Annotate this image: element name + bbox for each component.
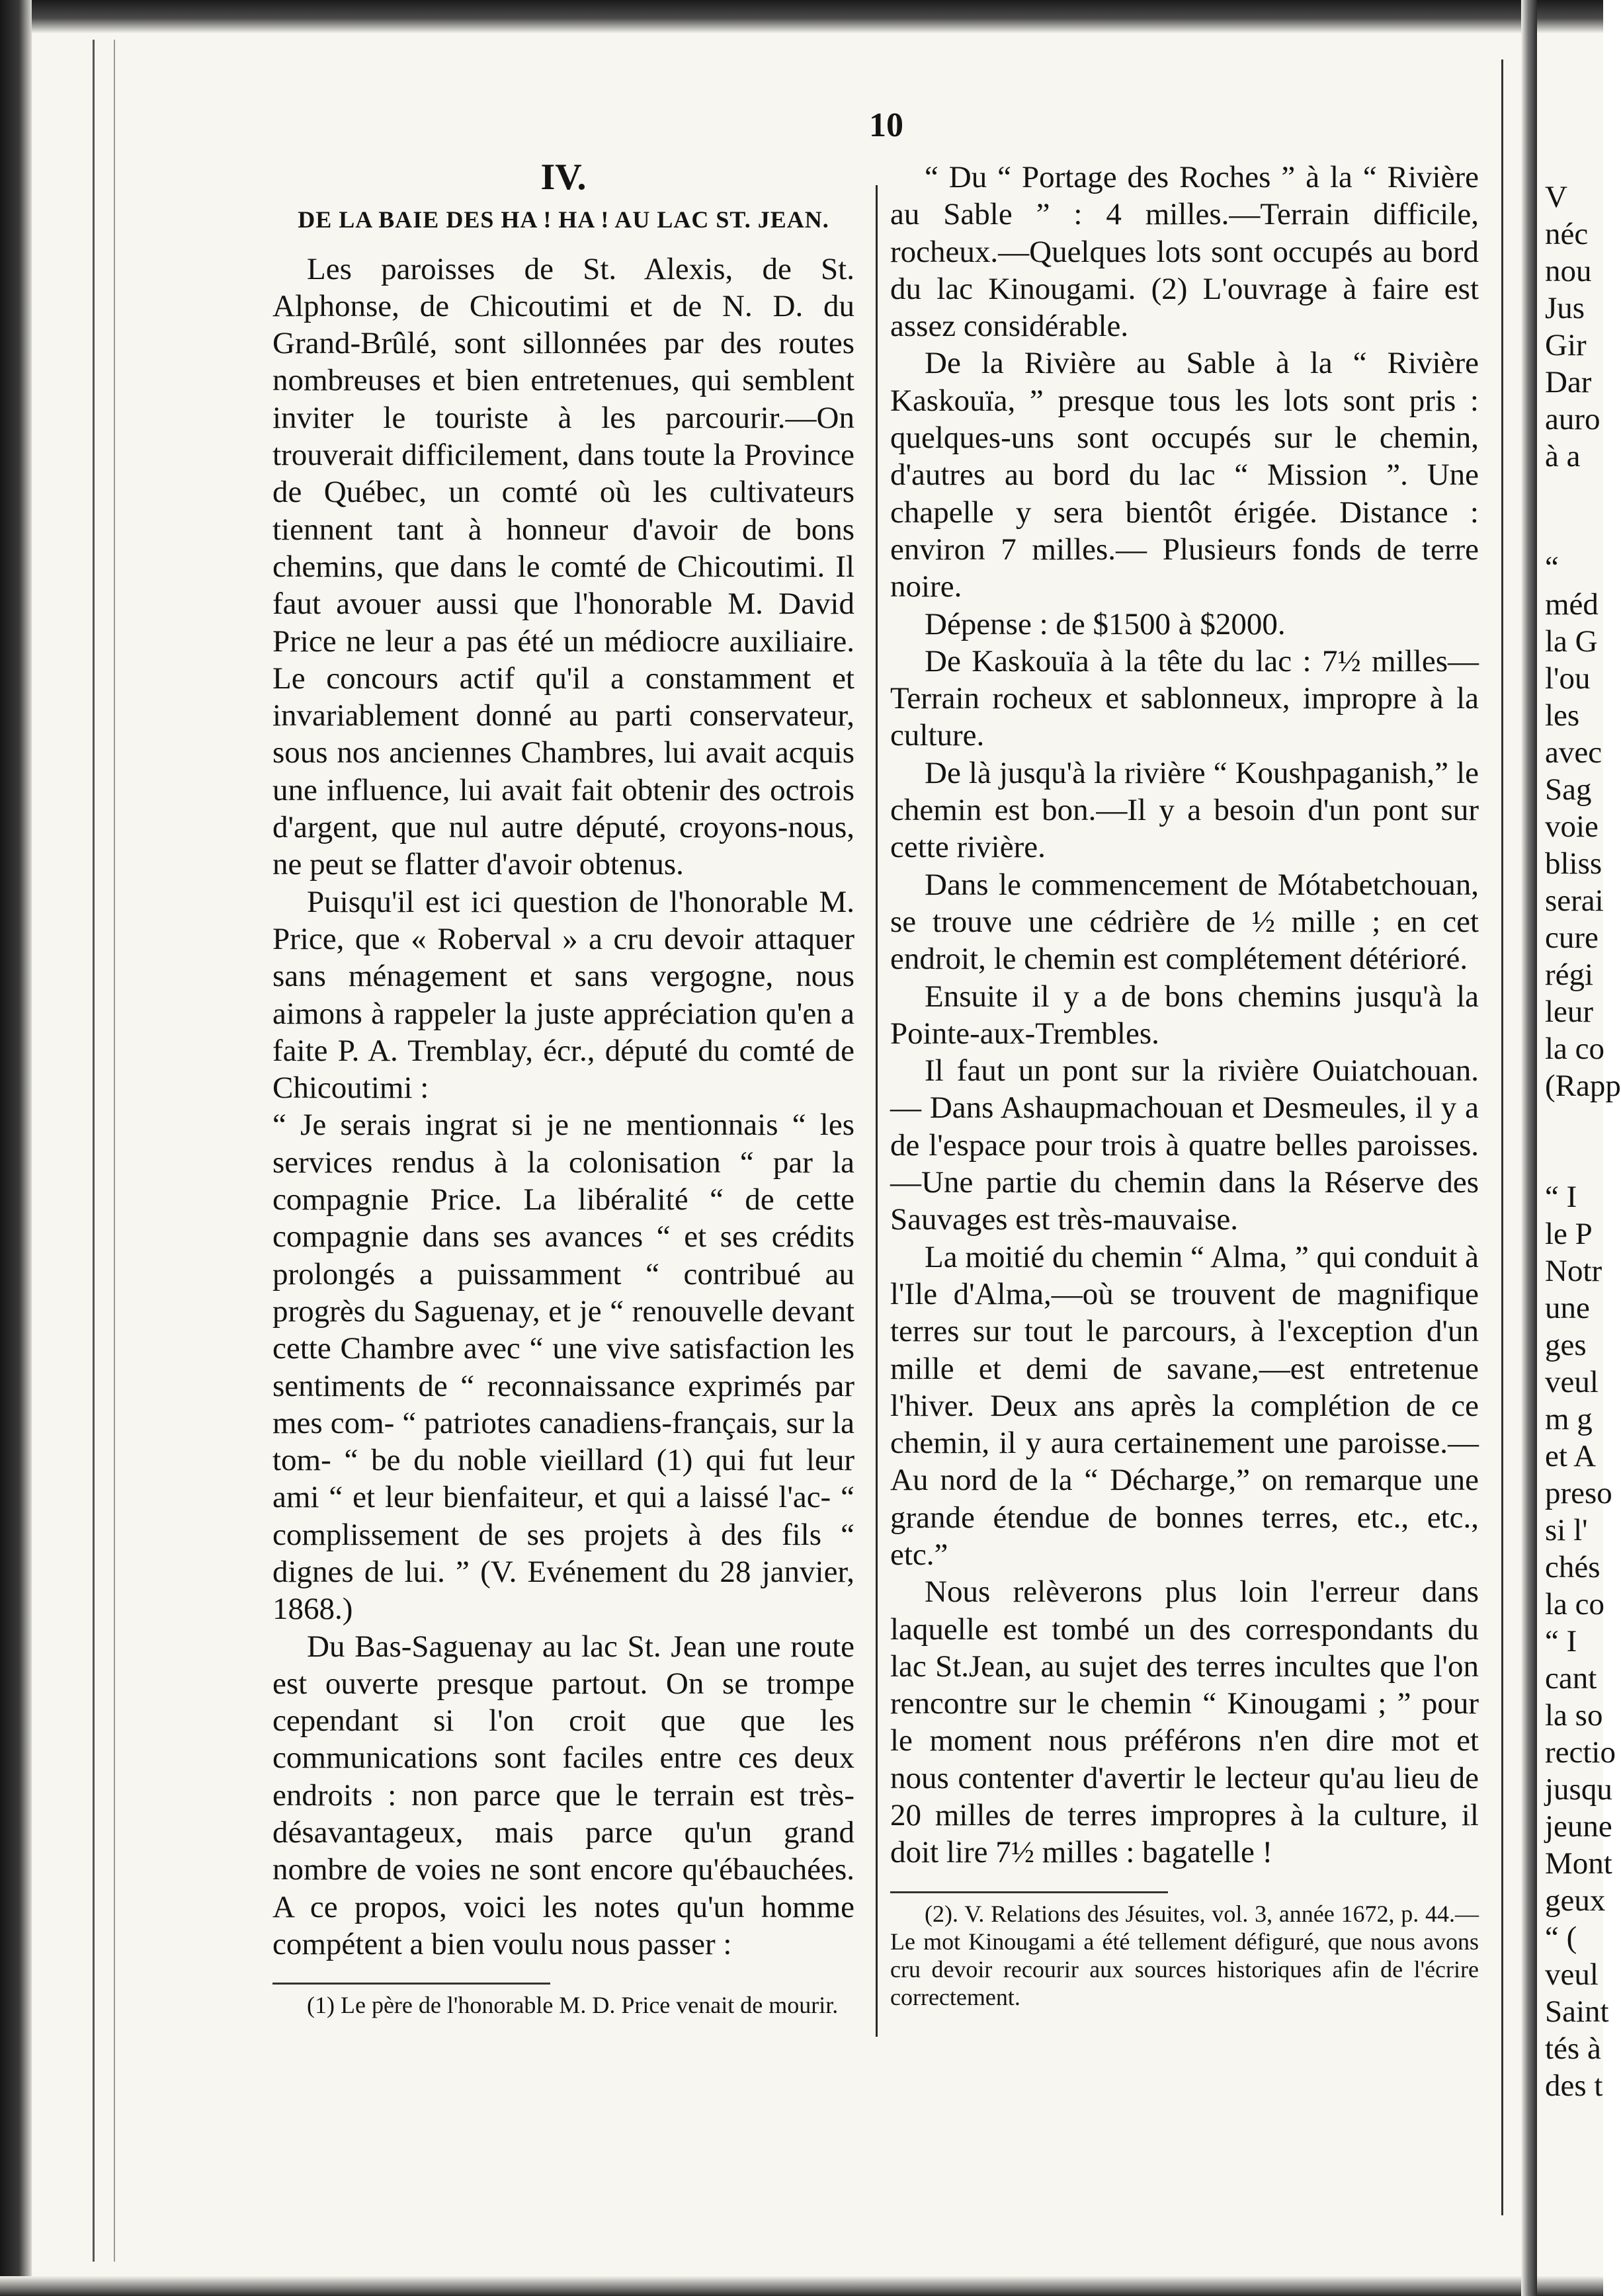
- next-page-line: l'ou: [1545, 661, 1591, 696]
- next-page-line: tés à: [1545, 2031, 1601, 2066]
- next-page-line: jusqu: [1545, 1772, 1612, 1807]
- next-page-line: Notr: [1545, 1254, 1602, 1288]
- next-page-line: m g: [1545, 1402, 1593, 1436]
- next-page-line: auro: [1545, 402, 1600, 436]
- next-page-line: V: [1545, 180, 1567, 214]
- paragraph: Ensuite il y a de bons chemins jusqu'à la Pointe-aux-Trembles.: [890, 979, 1479, 1051]
- next-page-line: “ I: [1545, 1180, 1577, 1214]
- block-quote: “ Je serais ingrat si je ne mentionnais “ les services rendus à la colonisation “ par la compagnie Price. La libéralité “ de cette compagnie dans ses avances “ et ses crédits prolongés a puissamment “ contribué au progrès du Saguenay, et je “ renouvelle devant cette Chambre avec “ une vive satisfaction les sentiments de “ reconnaissance exprimés par mes com- “ patriotes canadiens-français, sur la tom- “ be du noble vieillard (1) qui fut leur ami “ et leur bienfaiteur, et qui a laissé l'ac- “ complissement de ses projets à des fils “ dignes de lui. ” (V. Evénement du 28 janvier, 1868.): [272, 1108, 854, 1627]
- paragraph: Les paroisses de St. Alexis, de St. Alphonse, de Chicoutimi et de N. D. du Grand-Brûlé, sont sillonnées par des routes nombreuses et bien entretenues, qui semblent inviter le touriste à les parcourir.—On trouverait difficilement, dans toute la Province de Québec, un comté où les cultivateurs tiennent tant à honneur d'avoir de bons chemins, que dans le comté de Chicoutimi. Il faut avouer aussi que l'honorable M. David Price ne leur a pas été un médiocre auxiliaire. Le concours actif qu'il a constamment et invariablement donné au parti conservateur, sous nos anciennes Chambres, lui avait acquis une influence, lui avait fait obtenir des octrois d'argent, que nul autre député, croyons-nous, ne peut se flatter d'avoir obtenus.: [272, 251, 854, 882]
- next-page-line: [1545, 1104, 1603, 1178]
- next-page-line: veul: [1545, 1957, 1599, 1992]
- next-page-line: et A: [1545, 1439, 1597, 1473]
- next-page-line: méd: [1545, 587, 1599, 622]
- next-page-line: Jus: [1545, 291, 1585, 325]
- next-page-line: “ I: [1545, 1624, 1577, 1659]
- footnote: (1) Le père de l'honorable M. D. Price venait de mourir.: [307, 1992, 839, 2019]
- next-page-line: Saint: [1545, 1994, 1609, 2029]
- next-page-line: une: [1545, 1291, 1590, 1325]
- paragraph: De la Rivière au Sable à la “ Rivière Kaskouïa, ” presque tous les lots sont pris : quelques-uns sont occupés sur le chemin, d'autres au bord du lac “ Mission ”. Une chapelle y sera bientôt érigée. Distance : environ 7 milles.— Plusieurs fonds de terre noire.: [890, 346, 1479, 604]
- next-page-line: bliss: [1545, 846, 1602, 881]
- paragraph: “ Du “ Portage des Roches ” à la “ Rivière au Sable ” : 4 milles.—Terrain difficile, rocheux.—Quelques lots sont occupés au bord du lac Kinougami. (2) L'ouvrage à faire est assez considérable.: [890, 160, 1479, 344]
- next-page-line: serai: [1545, 883, 1604, 918]
- footnote-rule: [890, 1891, 1168, 1893]
- next-page-line: preso: [1545, 1476, 1612, 1510]
- next-page-line: rectio: [1545, 1735, 1616, 1770]
- paragraph: Du Bas-Saguenay au lac St. Jean une route est ouverte presque partout. On se trompe cependant si l'on croit que que les communications sont faciles entre ces deux endroits : non parce que le terrain est très-désavantageux, mais parce qu'un grand nombre de voies ne sont encore qu'ébauchées. A ce propos, voici les notes qu'un homme compétent a bien voulu nous passer :: [272, 1629, 854, 1961]
- paragraph: Il faut un pont sur la rivière Ouiatchouan. — Dans Ashaupmachouan et Desmeules, il y a de l'espace pour trois à quatre belles paroisses.—Une partie du chemin dans la Réserve des Sauvages est très-mauvaise.: [890, 1053, 1479, 1237]
- page-border-left: [93, 40, 95, 2262]
- footnote: (2). V. Relations des Jésuites, vol. 3, année 1672, p. 44.—Le mot Kinougami a été tellement défiguré, que nous avons cru devoir recourir aux sources historiques afin de l'écrire correctement.: [890, 1900, 1479, 2010]
- next-page-line: “: [1545, 550, 1559, 585]
- next-page-line: régi: [1545, 958, 1594, 992]
- right-column: [890, 159, 1479, 2011]
- column-divider: [876, 185, 878, 2037]
- scan-edge-left: [0, 0, 32, 2296]
- scan-edge-bottom: [0, 2276, 1603, 2296]
- next-page-line: néc: [1545, 217, 1589, 251]
- next-page-line: Gir: [1545, 328, 1587, 362]
- book-spine: [1521, 0, 1537, 2296]
- paragraph: Puisqu'il est ici question de l'honorable M. Price, que « Roberval » a cru devoir attaquer sans ménagement et sans vergogne, nous aimons à rappeler la juste appréciation qu'en a faite P. A. Tremblay, écr., député du comté de Chicoutimi :: [272, 884, 854, 1106]
- next-page-line: à a: [1545, 439, 1581, 473]
- footnote-rule: [272, 1983, 550, 1985]
- next-page-line: la co: [1545, 1032, 1605, 1066]
- next-page-line: voie: [1545, 809, 1599, 844]
- next-page-line: des t: [1545, 2069, 1603, 2103]
- next-page-line: les: [1545, 698, 1580, 733]
- next-page-line: “ (: [1545, 1920, 1577, 1955]
- next-page-line: le P: [1545, 1217, 1593, 1251]
- next-page-line: Sag: [1545, 772, 1592, 807]
- next-page-line: jeune: [1545, 1809, 1612, 1844]
- next-page-line: [1545, 475, 1603, 549]
- paragraph: Dépense : de $1500 à $2000.: [925, 606, 1286, 641]
- next-page-line: nou: [1545, 254, 1592, 288]
- page-border-left-inner: [114, 40, 115, 2262]
- section-numeral: IV.: [540, 157, 587, 198]
- next-page-line: Mont: [1545, 1846, 1612, 1881]
- paragraph: Nous relèverons plus loin l'erreur dans laquelle est tombé un des correspondants du lac St.Jean, au sujet des terres incultes que l'on rencontre sur le chemin “ Kinougami ; ” pour le moment nous préférons n'en dire mot et nous contenter d'avertir le lecteur qu'au lieu de 20 milles de terres impropres à la culture, il doit lire 7½ milles : bagatelle !: [890, 1575, 1479, 1870]
- left-column: [272, 159, 854, 2019]
- next-page-line: ges: [1545, 1328, 1587, 1362]
- next-page-line: cant: [1545, 1661, 1597, 1696]
- paragraph: La moitié du chemin “ Alma, ” qui conduit à l'Ile d'Alma,—où se trouvent de magnifique terres sur tout le parcours, à l'exception d'un mille et demi de savane,—est entretenue l'hiver. Deux ans après la complétion de ce chemin, il y aura certainement une paroisse.—Au nord de la “ Décharge,” on remarque une grande étendue de bonnes terres, etc., etc., etc.”: [890, 1239, 1479, 1572]
- paragraph: Dans le commencement de Mótabetchouan, se trouve une cédrière de ½ mille ; en cet endroit, le chemin est complétement détérioré.: [890, 867, 1479, 977]
- next-page-line: Dar: [1545, 365, 1592, 399]
- scan-edge-top: [0, 0, 1603, 33]
- next-page-line: chés: [1545, 1550, 1600, 1584]
- paragraph: De Kaskouïa à la tête du lac : 7½ milles—Terrain rocheux et sablonneux, impropre à la culture.: [890, 643, 1479, 753]
- next-page-line: (Rapp: [1545, 1069, 1621, 1103]
- next-page-line: si l': [1545, 1513, 1588, 1547]
- next-page-line: la G: [1545, 624, 1598, 659]
- next-page-line: leur: [1545, 995, 1594, 1029]
- next-page-line: la co: [1545, 1587, 1605, 1621]
- next-page-line: cure: [1545, 921, 1599, 955]
- paragraph: De là jusqu'à la rivière “ Koushpaganish,” le chemin est bon.—Il y a besoin d'un pont sur cette rivière.: [890, 755, 1479, 865]
- next-page-line: la so: [1545, 1698, 1603, 1733]
- next-page-line: avec: [1545, 735, 1602, 770]
- section-heading: DE LA BAIE DES HA ! HA ! AU LAC ST. JEAN.: [298, 206, 829, 233]
- next-page-line: geux: [1545, 1883, 1606, 1918]
- next-page-fragments: [1545, 179, 1621, 2104]
- next-page-line: veul: [1545, 1365, 1599, 1399]
- page-number: 10: [869, 106, 903, 144]
- page-border-right: [1501, 60, 1503, 2215]
